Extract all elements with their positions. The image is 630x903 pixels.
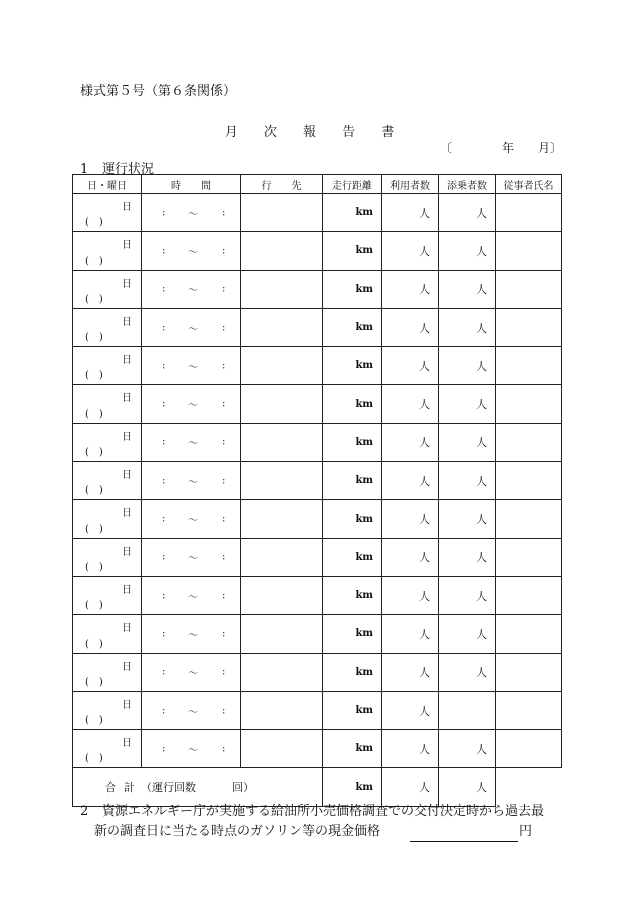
time-cell[interactable] — [142, 615, 241, 653]
km-unit: km — [355, 398, 373, 410]
staff-cell[interactable] — [496, 385, 562, 423]
col-header-destination: 行 先 — [241, 175, 323, 194]
date-cell[interactable] — [73, 194, 142, 232]
km-unit: km — [355, 207, 373, 219]
table-row — [73, 270, 562, 308]
km-unit: km — [355, 513, 373, 525]
attendants-cell[interactable] — [439, 270, 496, 308]
attendants-unit: 人 — [476, 321, 487, 335]
attendants-unit: 人 — [476, 627, 487, 641]
attendants-cell[interactable] — [439, 423, 496, 461]
yen-unit: 円 — [519, 824, 533, 839]
users-unit: 人 — [419, 474, 430, 488]
day-mark: 日 — [122, 431, 132, 443]
staff-cell[interactable] — [496, 538, 562, 576]
destination-cell[interactable] — [241, 385, 323, 423]
users-cell[interactable] — [382, 462, 439, 500]
staff-cell[interactable] — [496, 308, 562, 346]
table-row — [73, 462, 562, 500]
table-row — [73, 385, 562, 423]
time-cell[interactable] — [142, 500, 241, 538]
destination-cell[interactable] — [241, 500, 323, 538]
tilde-mark: 〜 — [188, 707, 198, 718]
weekday-mark: ( ) — [85, 676, 103, 688]
distance-cell[interactable] — [323, 615, 382, 653]
users-unit: 人 — [419, 704, 430, 718]
end-colon: : — [222, 475, 226, 487]
users-unit: 人 — [419, 283, 430, 297]
col-header-distance: 走行距離 — [323, 175, 382, 194]
total-distance-cell[interactable] — [323, 768, 382, 806]
form-number: 様式第５号（第６条関係） — [80, 84, 237, 99]
date-cell[interactable] — [73, 538, 142, 576]
end-colon: : — [222, 360, 226, 372]
staff-cell[interactable] — [496, 462, 562, 500]
total-users-cell[interactable] — [382, 768, 439, 806]
destination-cell[interactable] — [241, 308, 323, 346]
distance-cell[interactable] — [323, 653, 382, 691]
date-cell[interactable] — [73, 615, 142, 653]
users-cell[interactable] — [382, 270, 439, 308]
destination-cell[interactable] — [241, 615, 323, 653]
users-cell[interactable] — [382, 347, 439, 385]
weekday-mark: ( ) — [85, 485, 103, 497]
attendants-cell[interactable] — [439, 194, 496, 232]
staff-cell[interactable] — [496, 500, 562, 538]
tilde-mark: 〜 — [188, 438, 198, 450]
tilde-mark: 〜 — [188, 745, 198, 757]
users-unit: 人 — [419, 206, 430, 220]
document-title: 月 次 報 告 書 — [224, 125, 406, 140]
day-mark: 日 — [122, 393, 132, 405]
destination-cell[interactable] — [241, 730, 323, 768]
end-colon: : — [222, 207, 226, 219]
date-cell[interactable] — [73, 730, 142, 768]
attendants-cell[interactable] — [439, 653, 496, 691]
tilde-mark: 〜 — [188, 324, 198, 336]
month-label: 月〕 — [538, 141, 563, 155]
destination-cell[interactable] — [241, 270, 323, 308]
time-cell[interactable] — [142, 385, 241, 423]
time-cell[interactable] — [142, 308, 241, 346]
distance-cell[interactable] — [323, 270, 382, 308]
distance-cell[interactable] — [323, 385, 382, 423]
attendants-unit: 人 — [476, 206, 487, 220]
time-cell[interactable] — [142, 653, 241, 691]
start-colon: : — [162, 513, 166, 525]
weekday-mark: ( ) — [85, 332, 103, 344]
table-row — [73, 653, 562, 691]
tilde-mark: 〜 — [188, 515, 198, 527]
staff-cell[interactable] — [496, 347, 562, 385]
km-unit: km — [355, 436, 373, 448]
table-header-row — [73, 175, 562, 194]
date-cell[interactable] — [73, 500, 142, 538]
users-unit: 人 — [419, 551, 430, 565]
km-unit: km — [355, 283, 373, 295]
total-label-b: 計 — [124, 781, 135, 795]
end-colon: : — [222, 590, 226, 602]
time-cell[interactable] — [142, 194, 241, 232]
attendants-cell[interactable] — [439, 232, 496, 270]
attendants-cell[interactable] — [439, 500, 496, 538]
total-users-unit: 人 — [419, 781, 430, 795]
section2 — [80, 802, 544, 842]
distance-cell[interactable] — [323, 194, 382, 232]
end-colon: : — [222, 283, 226, 295]
tilde-mark: 〜 — [188, 362, 198, 374]
users-unit: 人 — [419, 666, 430, 680]
section2-line2: 新の調査日に当たる時点のガソリン等の現金価格 — [94, 824, 381, 839]
distance-cell[interactable] — [323, 538, 382, 576]
col-header-users: 利用者数 — [382, 175, 439, 194]
km-unit: km — [355, 628, 373, 640]
day-mark: 日 — [122, 623, 132, 635]
staff-cell[interactable] — [496, 730, 562, 768]
date-cell[interactable] — [73, 232, 142, 270]
day-mark: 日 — [122, 355, 132, 367]
weekday-mark: ( ) — [85, 753, 103, 765]
table-row — [73, 730, 562, 768]
end-colon: : — [222, 666, 226, 678]
users-unit: 人 — [419, 627, 430, 641]
date-cell[interactable] — [73, 691, 142, 729]
users-cell[interactable] — [382, 576, 439, 614]
tilde-mark: 〜 — [188, 247, 198, 259]
start-colon: : — [162, 743, 166, 755]
day-mark: 日 — [122, 240, 132, 252]
end-colon: : — [222, 628, 226, 640]
table-row — [73, 576, 562, 614]
day-mark: 日 — [122, 584, 132, 596]
total-attendants-unit: 人 — [476, 781, 487, 795]
km-unit: km — [355, 360, 373, 372]
distance-cell[interactable] — [323, 347, 382, 385]
col-header-time: 時 間 — [142, 175, 241, 194]
destination-cell[interactable] — [241, 194, 323, 232]
users-cell[interactable] — [382, 615, 439, 653]
staff-cell[interactable] — [496, 653, 562, 691]
time-cell[interactable] — [142, 730, 241, 768]
total-label — [73, 768, 323, 806]
staff-cell[interactable] — [496, 232, 562, 270]
tilde-mark: 〜 — [188, 592, 198, 604]
tilde-mark: 〜 — [188, 477, 198, 489]
attendants-cell[interactable] — [439, 462, 496, 500]
destination-cell[interactable] — [241, 423, 323, 461]
distance-cell[interactable] — [323, 308, 382, 346]
date-cell[interactable] — [73, 423, 142, 461]
destination-cell[interactable] — [241, 347, 323, 385]
total-row — [73, 768, 562, 806]
date-open-bracket: 〔 — [440, 141, 453, 155]
attendants-cell[interactable] — [439, 385, 496, 423]
km-unit: km — [355, 590, 373, 602]
destination-cell[interactable] — [241, 653, 323, 691]
day-mark: 日 — [122, 202, 132, 213]
km-unit: km — [355, 245, 373, 257]
year-label: 年 — [502, 141, 515, 155]
attendants-unit: 人 — [476, 436, 487, 450]
weekday-mark: ( ) — [85, 561, 103, 573]
start-colon: : — [162, 207, 166, 219]
date-cell[interactable] — [73, 462, 142, 500]
users-cell[interactable] — [382, 194, 439, 232]
weekday-mark: ( ) — [85, 715, 103, 727]
table-row — [73, 194, 562, 232]
day-mark: 日 — [122, 470, 132, 482]
destination-cell[interactable] — [241, 232, 323, 270]
distance-cell[interactable] — [323, 423, 382, 461]
weekday-mark: ( ) — [85, 408, 103, 420]
distance-cell[interactable] — [323, 691, 382, 729]
users-unit: 人 — [419, 398, 430, 412]
attendants-unit: 人 — [476, 359, 487, 373]
users-cell[interactable] — [382, 232, 439, 270]
destination-cell[interactable] — [241, 576, 323, 614]
attendants-cell[interactable] — [439, 730, 496, 768]
attendants-unit: 人 — [476, 244, 487, 258]
day-mark: 日 — [122, 699, 132, 711]
km-unit: km — [355, 322, 373, 334]
attendants-cell[interactable] — [439, 691, 496, 729]
staff-cell[interactable] — [496, 270, 562, 308]
attendants-unit: 人 — [476, 551, 487, 565]
attendants-unit: 人 — [476, 589, 487, 603]
staff-cell[interactable] — [496, 576, 562, 614]
trip-count-label: （運行回数 — [141, 781, 196, 795]
users-unit: 人 — [419, 589, 430, 603]
km-unit: km — [355, 743, 373, 755]
users-cell[interactable] — [382, 653, 439, 691]
gasoline-price-field[interactable] — [410, 827, 518, 842]
table-row — [73, 347, 562, 385]
end-colon: : — [222, 513, 226, 525]
start-colon: : — [162, 322, 166, 334]
users-cell[interactable] — [382, 423, 439, 461]
weekday-mark: ( ) — [85, 217, 103, 229]
start-colon: : — [162, 590, 166, 602]
attendants-cell[interactable] — [439, 576, 496, 614]
start-colon: : — [162, 360, 166, 372]
attendants-cell[interactable] — [439, 538, 496, 576]
time-cell[interactable] — [142, 232, 241, 270]
section2-line1: 資源エネルギー庁が実施する給油所小売価格調査での交付決定時から過去最 — [102, 804, 545, 819]
distance-cell[interactable] — [323, 500, 382, 538]
start-colon: : — [162, 551, 166, 563]
col-header-staff: 従事者氏名 — [496, 175, 562, 194]
section2-number: 2 — [80, 804, 89, 819]
destination-cell[interactable] — [241, 691, 323, 729]
end-colon: : — [222, 322, 226, 334]
distance-cell[interactable] — [323, 576, 382, 614]
users-cell[interactable] — [382, 308, 439, 346]
tilde-mark: 〜 — [188, 668, 198, 680]
distance-cell[interactable] — [323, 232, 382, 270]
time-cell[interactable] — [142, 538, 241, 576]
users-cell[interactable] — [382, 691, 439, 729]
weekday-mark: ( ) — [85, 447, 103, 459]
table-row — [73, 500, 562, 538]
tilde-mark: 〜 — [188, 400, 198, 412]
table-row — [73, 691, 562, 729]
total-attendants-cell[interactable] — [439, 768, 496, 806]
date-cell[interactable] — [73, 308, 142, 346]
start-colon: : — [162, 436, 166, 448]
weekday-mark: ( ) — [85, 370, 103, 382]
date-cell[interactable] — [73, 576, 142, 614]
col-header-date: 日・曜日 — [73, 175, 142, 194]
col-header-attendants: 添乗者数 — [439, 175, 496, 194]
start-colon: : — [162, 398, 166, 410]
attendants-cell[interactable] — [439, 615, 496, 653]
table-row — [73, 538, 562, 576]
end-colon: : — [222, 398, 226, 410]
km-unit: km — [355, 705, 373, 716]
day-mark: 日 — [122, 278, 132, 290]
attendants-cell[interactable] — [439, 308, 496, 346]
weekday-mark: ( ) — [85, 638, 103, 650]
operation-table — [72, 174, 562, 807]
end-colon: : — [222, 436, 226, 448]
attendants-unit: 人 — [476, 742, 487, 756]
total-label-a: 合 — [105, 781, 116, 795]
table-row — [73, 615, 562, 653]
tilde-mark: 〜 — [188, 285, 198, 297]
day-mark: 日 — [122, 738, 132, 750]
users-cell[interactable] — [382, 538, 439, 576]
section1-number: 1 — [80, 162, 89, 177]
attendants-unit: 人 — [476, 398, 487, 412]
time-cell[interactable] — [142, 347, 241, 385]
trip-count-close: 回） — [232, 781, 254, 795]
total-km-unit: km — [355, 781, 373, 793]
attendants-unit: 人 — [476, 666, 487, 680]
users-unit: 人 — [419, 359, 430, 373]
time-cell[interactable] — [142, 576, 241, 614]
attendants-cell[interactable] — [439, 347, 496, 385]
destination-cell[interactable] — [241, 462, 323, 500]
weekday-mark: ( ) — [85, 523, 103, 535]
users-unit: 人 — [419, 244, 430, 258]
end-colon: : — [222, 705, 226, 716]
staff-cell[interactable] — [496, 194, 562, 232]
tilde-mark: 〜 — [188, 553, 198, 565]
users-unit: 人 — [419, 321, 430, 335]
date-cell[interactable] — [73, 270, 142, 308]
weekday-mark: ( ) — [85, 600, 103, 612]
time-cell[interactable] — [142, 423, 241, 461]
staff-cell[interactable] — [496, 423, 562, 461]
tilde-mark: 〜 — [188, 630, 198, 642]
tilde-mark: 〜 — [188, 209, 198, 221]
table-row — [73, 308, 562, 346]
day-mark: 日 — [122, 316, 132, 328]
end-colon: : — [222, 245, 226, 257]
day-mark: 日 — [122, 661, 132, 673]
table-row — [73, 423, 562, 461]
time-cell[interactable] — [142, 691, 241, 729]
end-colon: : — [222, 743, 226, 755]
attendants-unit: 人 — [476, 283, 487, 297]
date-cell[interactable] — [73, 347, 142, 385]
weekday-mark: ( ) — [85, 293, 103, 305]
start-colon: : — [162, 628, 166, 640]
destination-cell[interactable] — [241, 538, 323, 576]
users-cell[interactable] — [382, 730, 439, 768]
km-unit: km — [355, 666, 373, 678]
time-cell[interactable] — [142, 462, 241, 500]
km-unit: km — [355, 551, 373, 563]
total-staff-cell — [496, 768, 562, 806]
day-mark: 日 — [122, 508, 132, 520]
table-row — [73, 232, 562, 270]
users-unit: 人 — [419, 513, 430, 527]
start-colon: : — [162, 245, 166, 257]
start-colon: : — [162, 666, 166, 678]
weekday-mark: ( ) — [85, 255, 103, 267]
end-colon: : — [222, 551, 226, 563]
attendants-unit: 人 — [476, 474, 487, 488]
time-cell[interactable] — [142, 270, 241, 308]
users-unit: 人 — [419, 436, 430, 450]
staff-cell[interactable] — [496, 615, 562, 653]
day-mark: 日 — [122, 546, 132, 558]
users-cell[interactable] — [382, 385, 439, 423]
users-unit: 人 — [419, 742, 430, 756]
attendants-unit: 人 — [476, 513, 487, 527]
distance-cell[interactable] — [323, 730, 382, 768]
start-colon: : — [162, 475, 166, 487]
distance-cell[interactable] — [323, 462, 382, 500]
start-colon: : — [162, 283, 166, 295]
staff-cell[interactable] — [496, 691, 562, 729]
date-cell[interactable] — [73, 653, 142, 691]
date-cell[interactable] — [73, 385, 142, 423]
start-colon: : — [162, 705, 166, 716]
km-unit: km — [355, 475, 373, 487]
users-cell[interactable] — [382, 500, 439, 538]
section1-title: 運行状況 — [102, 162, 155, 177]
